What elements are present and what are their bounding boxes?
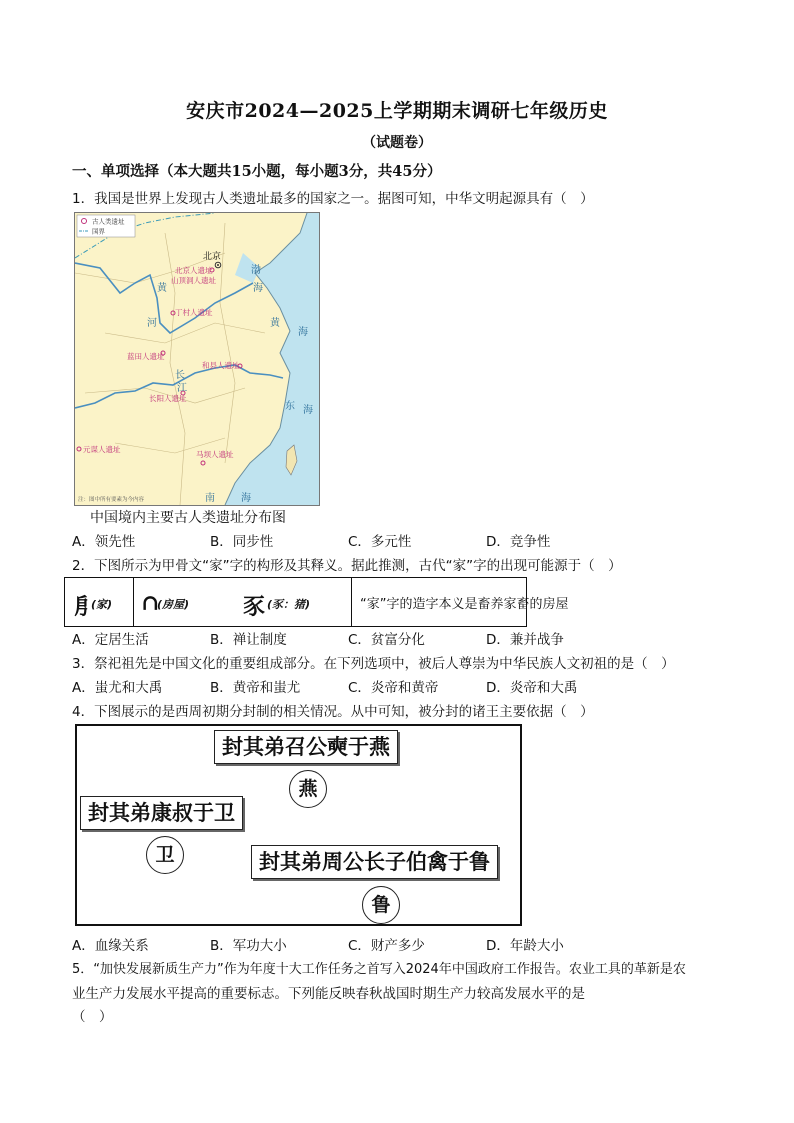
river-jiang: 江 — [177, 383, 187, 394]
oracle-glyph-house: ∩ — [141, 590, 160, 616]
q1-option-c[interactable]: C．多元性 — [348, 534, 412, 550]
banner-wei: 封其弟康叔于卫 — [80, 796, 243, 830]
map-caption: 中国境内主要古人类遗址分布图 — [90, 510, 286, 526]
q1-option-a[interactable]: A．领先性 — [72, 534, 136, 550]
sea-huang-hai: 海 — [298, 327, 308, 338]
oracle-gloss-house: (房屋) — [157, 598, 190, 611]
site-beijingren: 北京人遗址 — [175, 266, 213, 275]
fengjian-diagram — [75, 724, 522, 926]
water-bo-hai: 海 — [253, 283, 263, 294]
question-2-stem: 2．下图所示为甲骨文“家”字的构形及其释义。据此推测，古代“家”字的出现可能源于（ ） — [72, 558, 622, 574]
q4-option-a[interactable]: A．血缘关系 — [72, 938, 149, 954]
banner-yan: 封其弟召公奭于燕 — [214, 730, 398, 764]
question-5-line-2: 业生产力发展水平提高的重要标志。下列能反映春秋战国时期生产力较高发展水平的是 — [72, 986, 585, 1002]
q4-option-c[interactable]: C．财产多少 — [348, 938, 425, 954]
site-maba: 马坝人遗址 — [196, 450, 234, 459]
legend-site: 古人类遗址 — [92, 217, 125, 226]
q4-option-d[interactable]: D．年龄大小 — [486, 938, 564, 954]
q4-option-b[interactable]: B．军功大小 — [210, 938, 287, 954]
site-shandingdong: 山顶洞人遗址 — [171, 276, 216, 285]
oracle-glyph-jia: 㐆 — [71, 594, 94, 620]
question-5-line-1: 5．“加快发展新质生产力”作为年度十大工作任务之首写入2024年中国政府工作报告。农业工具的革新是农 — [72, 962, 686, 977]
q2-option-c[interactable]: C．贫富分化 — [348, 632, 425, 648]
q3-option-b[interactable]: B．黄帝和蚩尤 — [210, 680, 301, 696]
water-bo: 渤 — [251, 265, 261, 276]
oracle-cell-explanation — [352, 578, 569, 626]
question-4-stem: 4．下图展示的是西周初期分封制的相关情况。从中可知，被分封的诸王主要依据（ ） — [72, 704, 594, 720]
site-yuanmou: 元谋人遗址 — [83, 445, 121, 454]
sea-dong: 东 — [285, 401, 295, 412]
map-note: 注：图中所有要素为今内容 — [78, 497, 145, 503]
q2-option-b[interactable]: B．禅让制度 — [210, 632, 287, 648]
state-lu: 鲁 — [362, 886, 400, 924]
ancient-sites-map — [74, 212, 320, 506]
site-lantian: 蓝田人遗址 — [127, 352, 165, 361]
sea-nan: 南 — [205, 493, 215, 504]
q1-option-b[interactable]: B．同步性 — [210, 534, 274, 550]
banner-lu: 封其弟周公长子伯禽于鲁 — [251, 845, 498, 879]
site-dingcun: 丁村人遗址 — [175, 308, 213, 317]
oracle-explanation: “家”字的造字本义是畜养家畜的房屋 — [360, 597, 569, 612]
sea-nan-hai: 海 — [241, 493, 251, 504]
oracle-cell-parts — [133, 578, 352, 626]
city-beijing: 北京 — [203, 252, 222, 262]
page-subtitle: （试题卷） — [362, 135, 432, 151]
oracle-glyph-pig: 豕 — [243, 594, 266, 620]
q3-option-a[interactable]: A．蚩尤和大禹 — [72, 680, 163, 696]
sea-huang: 黄 — [270, 318, 280, 329]
site-hexian: 和县人遗址 — [202, 361, 240, 370]
q3-option-d[interactable]: D．炎帝和大禹 — [486, 680, 578, 696]
question-3-stem: 3．祭祀祖先是中国文化的重要组成部分。在下列选项中，被后人尊崇为中华民族人文初祖的是（ ） — [72, 656, 675, 672]
state-yan: 燕 — [289, 770, 327, 808]
section-heading: 一、单项选择（本大题共15小题，每小题3分，共45分） — [72, 163, 442, 180]
legend-border: 国界 — [92, 227, 105, 236]
question-1-stem: 1．我国是世界上发现古人类遗址最多的国家之一。据图可知，中华文明起源具有（ ） — [72, 191, 594, 207]
site-changyang: 长阳人遗址 — [149, 394, 187, 403]
sea-dong-hai: 海 — [303, 405, 313, 416]
oracle-bone-table — [64, 577, 569, 627]
oracle-cell-jia — [65, 578, 134, 626]
page-title: 安庆市2024—2025上学期期末调研七年级历史 — [186, 100, 608, 122]
q2-option-a[interactable]: A．定居生活 — [72, 632, 149, 648]
oracle-gloss-jia: (家) — [91, 598, 113, 611]
question-5-line-3: （ ） — [72, 1009, 113, 1025]
state-wei: 卫 — [146, 836, 184, 874]
oracle-gloss-pig: (豕：猪) — [267, 598, 311, 611]
map-graphic — [75, 213, 319, 505]
q1-option-d[interactable]: D．竞争性 — [486, 534, 551, 550]
river-huang: 黄 — [157, 283, 167, 294]
river-he: 河 — [147, 318, 157, 329]
river-chang: 长 — [175, 370, 185, 381]
q2-option-d[interactable]: D．兼并战争 — [486, 632, 564, 648]
q3-option-c[interactable]: C．炎帝和黄帝 — [348, 680, 439, 696]
